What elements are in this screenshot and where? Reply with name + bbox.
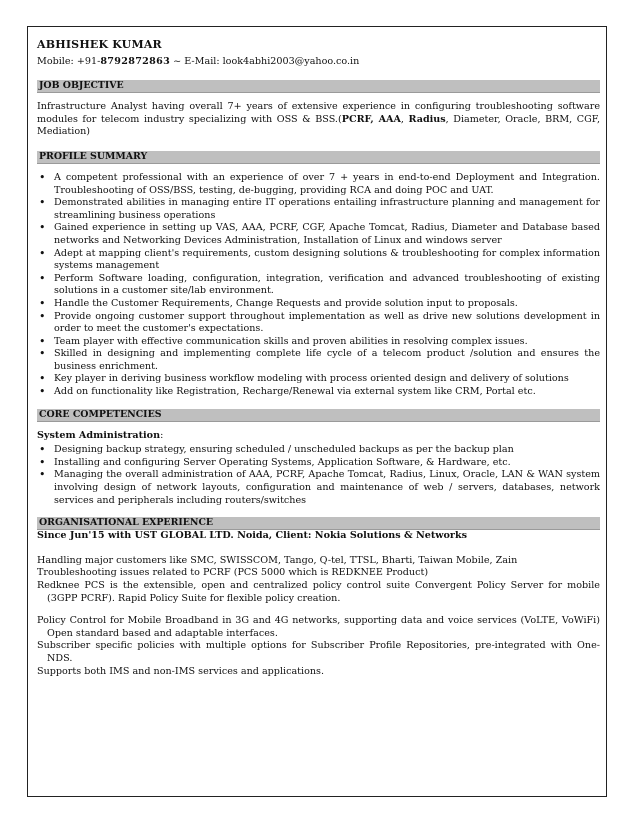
email-text: ~ E-Mail: look4abhi2003@yahoo.co.in bbox=[170, 55, 360, 67]
job-objective-text bbox=[37, 101, 600, 139]
experience-line: Redknee PCS is the extensible, open and centralized policy control suite Convergent Policy Server for mobile (3GPP PCRF). Rapid Policy Suite for flexible policy creation. bbox=[37, 580, 600, 604]
job-line: Since Jun'15 with UST GLOBAL LTD. Noida, Client: Nokia Solutions & Networks bbox=[37, 530, 468, 542]
profile-summary-item: • Team player with effective communication skills and proven abilities in resolving complex issues. bbox=[37, 336, 600, 349]
profile-summary-item: • Adept at mapping client's requirements, custom designing solutions & troubleshooting for complex information systems management bbox=[37, 248, 600, 273]
profile-summary-item: • Provide ongoing customer support throughout implementation as well as drive new solutions development in order to meet the customer's expectations. bbox=[37, 311, 600, 336]
contact-line bbox=[37, 56, 600, 69]
experience-line: Policy Control for Mobile Broadband in 3G and 4G networks, supporting data and voice services (VoLTE, VoWiFi) Open standard based and adaptable interfaces. bbox=[37, 615, 600, 639]
mobile-label: Mobile: +91- bbox=[37, 55, 101, 67]
objective-text-prefix: Infrastructure Analyst having overall 7+ years of extensive experience in configuring troubleshooting software modules for telecom industry specializing with OSS & BSS.( bbox=[37, 101, 600, 125]
objective-text-suffix: , Diameter, Oracle, BRM, CGF, Mediation) bbox=[37, 113, 600, 138]
candidate-name: ABHISHEK KUMAR bbox=[37, 38, 162, 51]
profile-summary-item: • Perform Software loading, configuration, integration, verification and advanced troubleshooting of existing solutions in a customer site/lab environment. bbox=[37, 273, 600, 298]
objective-sep-1: , bbox=[400, 113, 409, 125]
resume-content bbox=[37, 39, 600, 678]
profile-summary-item: • Key player in deriving business workflow modeling with process oriented design and delivery of solutions bbox=[37, 373, 600, 386]
profile-summary-item: • Skilled in designing and implementing complete life cycle of a telecom product /solution and ensures the business enrichment. bbox=[37, 348, 600, 373]
core-competencies-list bbox=[37, 444, 600, 507]
section-title-profile-summary: PROFILE SUMMARY bbox=[37, 151, 600, 164]
profile-summary-item: • Handle the Customer Requirements, Change Requests and provide solution input to proposals. bbox=[37, 298, 600, 311]
objective-bold-1: PCRF, AAA bbox=[341, 113, 401, 125]
experience-line: Handling major customers like SMC, SWISSCOM, Tango, Q-tel, TTSL, Bharti, Taiwan Mobile, Zain bbox=[37, 554, 518, 566]
competency-subheading-colon: : bbox=[160, 429, 164, 441]
profile-summary-item: • Gained experience in setting up VAS, AAA, PCRF, CGF, Apache Tomcat, Radius, Diameter and Database based networks and Networking Devices Administration, Installation of Linux and windows server bbox=[37, 222, 600, 247]
section-title-core-competencies: CORE COMPETENCIES bbox=[37, 409, 600, 422]
core-competency-item: • Designing backup strategy, ensuring scheduled / unscheduled backups as per the backup plan bbox=[37, 444, 600, 457]
profile-summary-list bbox=[37, 172, 600, 399]
profile-summary-item: • A competent professional with an experience of over 7 + years in end-to-end Deployment and Integration. Troubleshooting of OSS/BSS, testing, de-bugging, providing RCA and doing POC and UAT. bbox=[37, 172, 600, 197]
objective-bold-2: Radius bbox=[408, 113, 446, 125]
spacer bbox=[37, 605, 600, 615]
experience-line: Subscriber specific policies with multiple options for Subscriber Profile Repositories, pre-integrated with One-NDS. bbox=[37, 640, 600, 664]
competency-subheading-text: System Administration bbox=[37, 429, 161, 441]
section-title-job-objective: JOB OBJECTIVE bbox=[37, 80, 600, 93]
resume-page bbox=[27, 26, 607, 797]
experience-lines-b bbox=[37, 615, 600, 678]
competency-subheading bbox=[37, 430, 600, 443]
mobile-number: 8792872863 bbox=[100, 55, 171, 67]
experience-lines-a bbox=[37, 555, 600, 605]
core-competency-item: • Installing and configuring Server Operating Systems, Application Software, & Hardware, etc. bbox=[37, 457, 600, 470]
profile-summary-item: • Add on functionality like Registration, Recharge/Renewal via external system like CRM, Portal etc. bbox=[37, 386, 600, 399]
experience-line: Supports both IMS and non-IMS services and applications. bbox=[37, 665, 325, 677]
experience-line: Troubleshooting issues related to PCRF (PCS 5000 which is REDKNEE Product) bbox=[37, 567, 429, 579]
profile-summary-item: • Demonstrated abilities in managing entire IT operations entailing infrastructure planning and management for streamlining business operations bbox=[37, 197, 600, 222]
section-title-experience: ORGANISATIONAL EXPERIENCE bbox=[37, 517, 600, 530]
core-competency-item: • Managing the overall administration of AAA, PCRF, Apache Tomcat, Radius, Linux, Oracle, LAN & WAN system involving design of network layouts, configuration and maintenance of web / servers, databases, network services and peripherals including routers/switches bbox=[37, 469, 600, 507]
